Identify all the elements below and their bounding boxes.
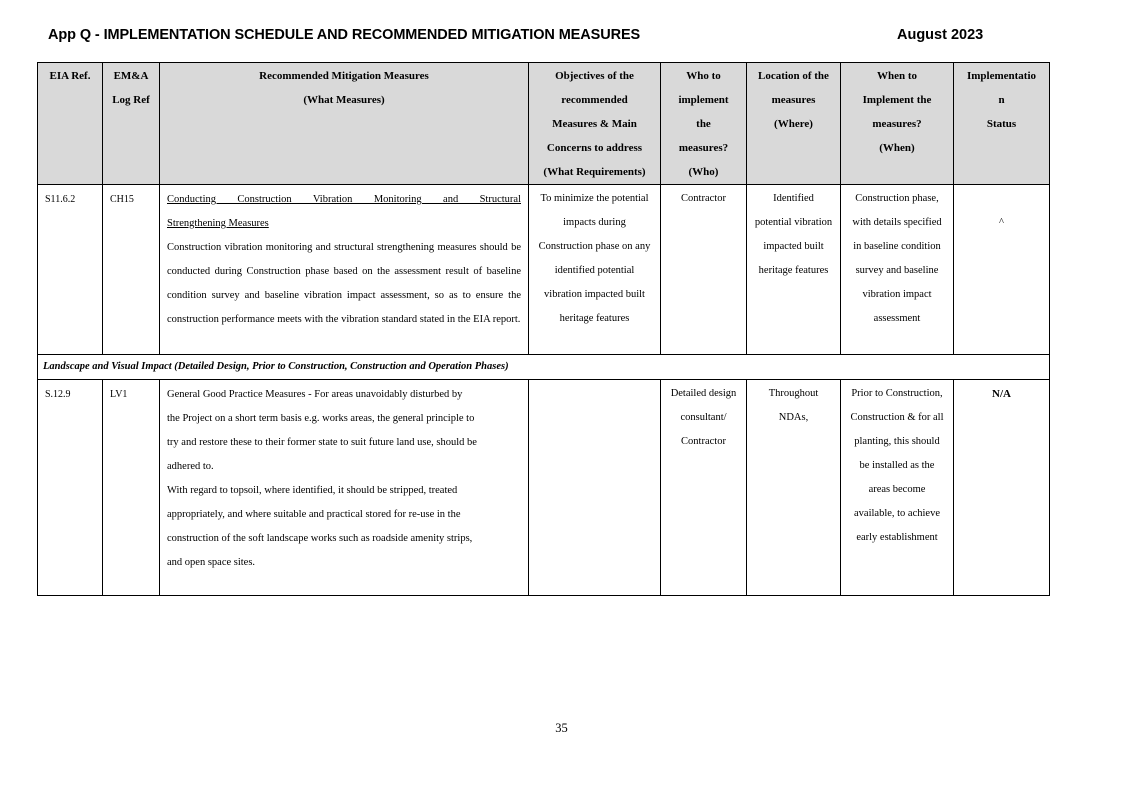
cell-line: available, to achieve [854, 508, 940, 519]
cell-line: Construction phase on any [538, 241, 651, 252]
cell-line: early establishment [856, 532, 938, 543]
cell-line: heritage features [758, 265, 829, 276]
cell-line: vibration impact [862, 289, 932, 300]
when-cell [841, 185, 954, 355]
section-heading: Landscape and Visual Impact (Detailed Design, Prior to Construction, Construction and Operation Phases) [38, 355, 1050, 380]
measures-cell [160, 185, 529, 355]
cell-line: in baseline condition [853, 241, 941, 252]
header-line: measures [771, 94, 816, 106]
col-header-measures [160, 63, 529, 185]
header-line: Status [986, 118, 1017, 130]
cell-line: areas become [868, 484, 926, 495]
col-header-objectives [529, 63, 661, 185]
log-ref-cell: CH15 [103, 185, 160, 355]
header-line: Implement the [862, 94, 932, 106]
header-line: Measures & Main [552, 118, 637, 130]
header-line: EM&A [113, 70, 149, 82]
cell-line: potential vibration [754, 217, 833, 228]
table-row [38, 185, 1050, 355]
measure-heading: Conducting Construction Vibration Monitoring and Structural [167, 194, 521, 205]
header-line: measures? [678, 142, 729, 154]
header-line: the [696, 118, 711, 130]
col-header-location [747, 63, 841, 185]
header-line: (Who) [688, 166, 719, 178]
cell-line: heritage features [559, 313, 630, 324]
cell-line: planting, this should [854, 436, 940, 447]
objectives-cell [529, 380, 661, 596]
cell-line: adhered to. [167, 461, 214, 472]
header-line: measures? [872, 118, 922, 130]
header-line: When to [876, 70, 918, 82]
col-header-who [661, 63, 747, 185]
status-cell [954, 185, 1050, 355]
cell-line: Construction phase, [855, 193, 939, 204]
document-title: App Q - IMPLEMENTATION SCHEDULE AND RECOMMENDED MITIGATION MEASURES [48, 27, 641, 43]
cell-line: identified potential [554, 265, 635, 276]
when-cell [841, 380, 954, 596]
cell-line: with details specified [852, 217, 942, 228]
implementation-schedule-table [37, 62, 1050, 596]
cell-line: survey and baseline [855, 265, 939, 276]
measures-cell [160, 380, 529, 596]
header-line: Who to [686, 70, 721, 82]
header-line: (Where) [774, 118, 813, 130]
cell-line: With regard to topsoil, where identified, it should be stripped, treated [167, 485, 458, 496]
who-cell [661, 185, 747, 355]
cell-line: Identified [773, 193, 814, 204]
cell-line: General Good Practice Measures - For areas unavoidably disturbed by [167, 389, 463, 400]
cell-line: consultant/ [680, 412, 727, 423]
document-date: August 2023 [897, 27, 984, 43]
header-line: Implementatio [966, 70, 1037, 82]
header-line: Objectives of the [555, 70, 634, 82]
cell-line: To minimize the potential [540, 193, 649, 204]
header-line: recommended [561, 94, 628, 106]
section-row [38, 355, 1050, 380]
header-line: (What Measures) [303, 94, 385, 106]
cell-line: construction of the soft landscape works such as roadside amenity strips, [167, 533, 473, 544]
who-cell [661, 380, 747, 596]
header-line: (What Requirements) [543, 166, 646, 178]
status-value: ^ [999, 217, 1004, 228]
header-line: Location of the [758, 70, 829, 82]
cell-line: impacts during [563, 217, 626, 228]
cell-line: and open space sites. [167, 557, 256, 568]
cell-line: be installed as the [859, 460, 935, 471]
status-cell [954, 380, 1050, 596]
col-header-status [954, 63, 1050, 185]
table-header-row [38, 63, 1050, 185]
header-line: Concerns to address [546, 142, 643, 154]
eia-ref-cell: S.12.9 [38, 380, 103, 596]
cell-line: assessment [873, 313, 921, 324]
cell-line: Contractor [681, 436, 726, 447]
cell-line: NDAs, [778, 412, 809, 423]
page-number: 35 [555, 721, 568, 735]
cell-line: try and restore these to their former state to suit future land use, should be [167, 437, 477, 448]
header-line: Recommended Mitigation Measures [259, 70, 429, 82]
location-cell [747, 185, 841, 355]
cell-line: vibration impacted built [544, 289, 645, 300]
cell-line: Detailed design [670, 388, 737, 399]
col-header-eia-ref [38, 63, 103, 185]
header-line: n [998, 94, 1005, 106]
location-cell [747, 380, 841, 596]
cell-line: Prior to Construction, [851, 388, 943, 399]
cell-line: Contractor [681, 193, 726, 204]
cell-line: the Project on a short term basis e.g. works areas, the general principle to [167, 413, 475, 424]
eia-ref-cell: S11.6.2 [38, 185, 103, 355]
log-ref-cell: LV1 [103, 380, 160, 596]
header-line: (When) [879, 142, 915, 154]
header-line: implement [678, 94, 729, 106]
cell-line: Construction & for all [850, 412, 944, 423]
cell-line: impacted built [763, 241, 824, 252]
cell-line: Throughout [768, 388, 819, 399]
header-line: Log Ref [112, 94, 150, 106]
status-value: N/A [992, 388, 1011, 400]
objectives-cell [529, 185, 661, 355]
cell-line: appropriately, and where suitable and practical stored for re-use in the [167, 509, 461, 520]
col-header-when [841, 63, 954, 185]
measure-description: Construction vibration monitoring and structural strengthening measures should be conducted during Construction phase based on the assessment result of baseline condition survey and baseline vibration impact assessment, so as to ensure the construction performance meets with the vibration standard stated in the EIA report. [167, 242, 521, 325]
col-header-log-ref [103, 63, 160, 185]
measure-heading-cont: Strengthening Measures [167, 218, 269, 229]
table-row [38, 380, 1050, 596]
header-line: EIA Ref. [49, 70, 91, 82]
